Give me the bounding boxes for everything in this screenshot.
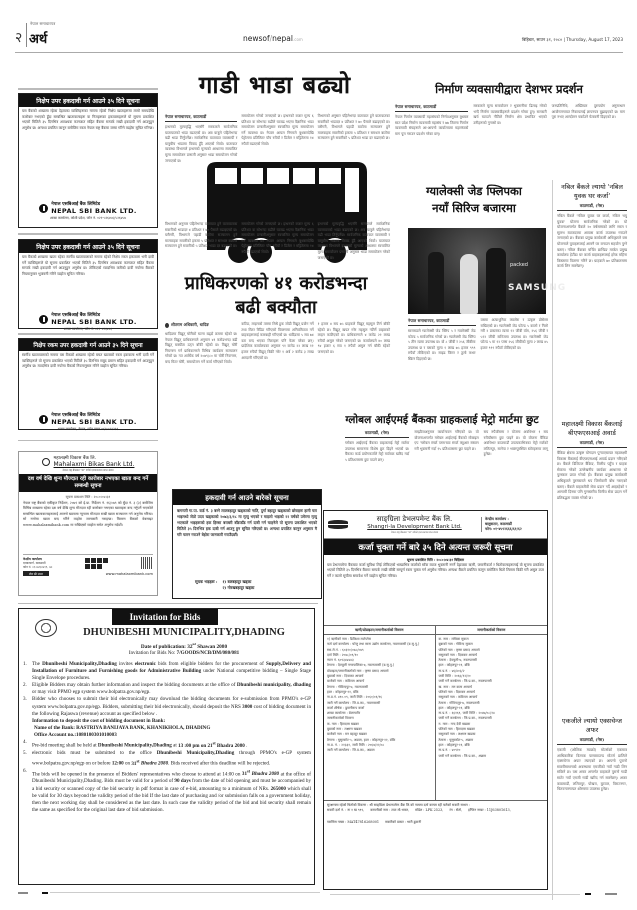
mahalaxmi-name-en: Mahalaxmi Bikas Bank Ltd. xyxy=(53,461,135,468)
article-text: समायोजन गरेको जनाएको छ। इन्धनको बजार मूल्य ६ प्रतिशत वा सोभन्दा बढीले घटबढ भएमा वैज्ञानिक भाडा समायोजन प्रणालीअनुसार स्वचालित मूल्य समायोजन गर्ने व्यवस्था छ। नेपाल आयल निगमले बुधबारदेखि पेट्रोलमा प्रतिलिटर पाँच रुपैयाँ र डिजेल र मट्टितेलमा १४ रुपैयाँ बढाएको थियो। xyxy=(241,114,314,146)
detail-line: जारी गर्ने कार्यालय : जि.प्र.का., नवलपरासी xyxy=(438,716,492,721)
site-logo xyxy=(243,34,303,43)
detail-line: ठेगाना : गोविन्दपुर-७, नवलपरासी xyxy=(438,700,480,705)
detail-line: बुबाको नाम : गोविन्द सुवाल xyxy=(438,642,473,647)
bank-name-en: NEPAL SBI BANK LTD. xyxy=(51,418,137,426)
detail-line: बुबाको नाम : दिवाकर आचार्य xyxy=(327,674,364,679)
section-title: अर्थ xyxy=(29,32,48,47)
shangrila-logo-icon xyxy=(328,518,348,532)
headline-line-2: नयाँ सिरिज बजारमा xyxy=(432,201,516,215)
bank-name: Name of the Bank: RASTRIYA BANIJAYA BANK, KHANIKHOLA, DHADING xyxy=(34,724,211,731)
shangrila-body: यस डेभलपमेन्ट बैंकबाट कर्जा सुविधा लिई तोकिएको भाखाभित्र कर्जाको साँवा ब्याज भुक्तानी नगर्ने देहायका ऋणी, जमानीकर्ता र धितोवालाहरूलाई यो सूचना प्रकाशित भएको मितिले ३५ दिनभित्र बैंकमा सम्पर्क राखी बाँकी सम्पूर्ण रकम चुक्ता गर्न अनुरोध गरिन्छ। अन्यथा बैंकले प्रचलित कानुन बमोजिम धितो लिलाम बिक्री गरी असुल उपर गर्ने र कालो सूचीमा समावेश गर्ने व्यहोरा सूचित गरिन्छ। xyxy=(327,563,544,578)
tender-item-text: The Dhunibeshi Municipality,Dhading invites electronic bids from eligible bidders for the procurement of Supply,Delivery and Installation of Furniture and Furnishing goods for Administrative Building under National competitive bidding – Single Stage Single Envelope procedures. xyxy=(32,661,311,682)
article-text: एकजी (ओलिक म्याक्रो) मोटर्सको एकमात्र आधिकारिक वितरक पासाबाउन्ड मोटर्स प्रालिले एक्सचेन्ज अफर ल्याएको छ। आफ्नो पुरानो सवारीसाधनको अवस्थामा एमजीको नयाँ गाडी लिन सकिने छ। यस अफर अन्तर्गत ग्राहकले पुरानो गाडी साटेर नयाँ एमजी गाडी खरिद गर्न सक्नेछन्। अफर काठमाडौं, ललितपुर, पोखरा, बुटवल, विराटनगर, चितवनलगायत शोरुममा उपलब्ध हुनेछ। xyxy=(557,748,627,792)
detail-line: शाखा कार्यालय : बेलायतीर xyxy=(327,711,361,716)
detail-line: जारी गर्ने कार्यालय : जि.प्र.का., नवलपरासी xyxy=(327,700,381,705)
article-text: इन्धनको मूल्यवृद्धि भएसँगै सरकारले सार्वजनिक यातायातको भाडा बढाएको छ। अब यात्रुले पहिलेभन्दा बढी भाडा तिर्नुपर्नेछ। सार्वजनिक यातायात व्यवसायी र यात्रुबीच भाडामा विवाद हुँदै आएको थियो। यातायात व्यवस्था विभागले इन्धनको मूल्यको आधारमा स्वचालित मूल्य समायोजन प्रणाली अनुसार भाडा समायोजन गरेको जनाएको छ। xyxy=(317,222,390,260)
article-galaxy xyxy=(408,318,548,408)
mahalaxmi-footer xyxy=(23,554,153,569)
shangrila-date: सूचना प्रकाशित मिति : २०८०।०४।३१ बिहिबार xyxy=(407,557,464,562)
article-construction xyxy=(395,104,625,160)
article-text: विभागको अनुसार पहिलेभन्दा यातायात हुने यातायातका सवारीको भाडादर ४ प्रतिशत र ७० पैसाले बढाइएको छ। यसैगरी, विभागले पहाडी बाटोमा सञ्चालन हुने मालवाहक सवारीको हकमा ५ प्रतिशत र समथल बाटोमा सञ्चालन हुने सवारीको ५ प्रतिशत भाडा दर बढाएको छ। xyxy=(317,114,390,141)
detail-line: ख. नाम : मन कला आचार्य xyxy=(438,684,472,689)
office-address: दरबारमार्ग, काठमाडौं xyxy=(23,561,46,565)
tender-item-number: 5. xyxy=(23,749,27,756)
detail-line: फर्म दर्ता कार्यालय : घरेलु तथा साना उद्योग कार्यालय, नवलपरासी (ब.सु.पू.) xyxy=(327,642,420,647)
mahalaxmi-bottom-bar xyxy=(23,571,153,576)
bank-name-np: नेपाल एसबिआई बैंक लिमिटेड xyxy=(51,313,101,318)
page-end-marker xyxy=(18,892,28,894)
notice-title: निक्षेप उपर हकदावी गर्न आउने ३५ दिने सूचना xyxy=(19,94,157,107)
tender-item xyxy=(23,661,311,682)
byline-text: शीतराम अधिकारी, धादिङ xyxy=(171,322,209,327)
detail-line: क. नाम : हिरादास खडका xyxy=(327,721,359,726)
page-end-marker xyxy=(605,893,617,895)
sbi-notice-3 xyxy=(18,338,158,430)
tender-item-number: 3. xyxy=(23,696,27,703)
article-text: नेपाल निर्माण व्यवसायी महासंघको निर्णयअनुसार बुधबार सात प्रदेश निर्माण व्यवसायी महासंघ र ७७ जिल्ला निर्माण व्यवसायी संघहरूले आ-आफ्नो कार्यालयमा महासंघको माग पूरा गराउन प्रदर्शन गरेका छन्। xyxy=(395,115,469,136)
byline xyxy=(165,322,237,329)
detail-line: पतिको नाम : हिरादास खडका xyxy=(438,727,475,732)
section-rule xyxy=(18,603,318,604)
ifb-number: 7/GOODS/NCB/DM/080/081 xyxy=(176,650,240,656)
detail-line: ठेगाना : घुसुरकोट-५, अछाम, हाल : कोहलपुर-११, बाँके xyxy=(327,737,396,742)
site-logo-left: newsof xyxy=(243,34,270,43)
mahalaxmi-tagline: नेपाल राष्ट्र बैंकबाट "ख" वर्गको इजाजतपत्र प्राप्त संस्था xyxy=(62,469,114,472)
mahalaxmi-header xyxy=(19,452,157,468)
left-details xyxy=(324,635,435,756)
detail-line: ना.प्र.नं. : ६६१६९, जारी मिति : २०४७/०८/१४ xyxy=(438,711,495,716)
tender-publication-date xyxy=(59,642,309,650)
tender-notice xyxy=(18,608,315,885)
qr-code-icon xyxy=(141,557,153,569)
byline: नेपाल समाचारपत्र, काठमाडौं xyxy=(165,114,237,122)
bank-name-en: NEPAL SBI BANK LTD. xyxy=(51,318,137,326)
section-rule xyxy=(18,233,158,235)
tiktok-icon[interactable] xyxy=(85,564,90,569)
detail-line: ना.प्र.नं. : ४६/४०३/२ xyxy=(438,668,465,673)
vehicle-company: कम्पनीको नाम : टाटा मो.भारत, xyxy=(370,808,410,813)
byline: काठमाडौं, (नेस) xyxy=(557,737,627,745)
headline-line-2: बढी बक्यौता xyxy=(235,297,317,318)
detail-line: ससुराको नाम : कविराम आचार्य xyxy=(438,695,478,700)
bank-name-en: NEPAL SBI BANK LTD. xyxy=(51,207,137,215)
article-text: ग्लोबल आईएमई बैंकका ग्राहकलाई मेट्रो मार्टमा उपलब्ध सामानमा विशेष छुट दिइने भएको छ। बैंकका कार्ड प्रयोगकर्ताले मेट्रो मार्टबाट खरिद गर्दा ५ प्रतिशतसम्म छुट पाउने छन्। xyxy=(345,441,410,462)
tender-item-text: Pre-bid meeting shall be held at Dhunibeshi Municipality,Dhading at 13 :00 pm on 21st Bhadra 2080 . xyxy=(32,740,248,749)
detail-line: जारी गर्ने कार्यालय : जि.प्र.का., अछाम xyxy=(438,753,487,758)
article-text: नबिल बैंकले 'नबिल युवक घर कर्जा, नबिल भयु युवक' योजना सार्वजनिक गरेको छ। यो योजनाअन्तर्गत बैंकले २० वर्षसम्मको लागि सरल र सुलभ ब्याजदरमा आवास कर्जा उपलब्ध गराउने जनाएको छ। बैंकका प्रमुख कार्यकारी अधिकृतले यस योजनाले युवाहरूलाई आफ्नै घर बनाउन सहयोग पुग्ने बताए। नबिल बैंकका चर्चित ब्रान्डिङ मार्फत प्रमुख कार्यालय हेटौंडा घर कर्जा ग्राहकहरूलाई हरेक महिना किस्तामा वितरण गरिने छ। ग्राहकले ७० प्रतिशतसम्म कर्जा लिन सक्नेछन्। xyxy=(557,214,627,269)
date-separator: | xyxy=(563,37,565,42)
detail-line: ठेगाना : देवचुली नगरपालिका-७, नवलपरासी (ब.सु.पू.) xyxy=(327,663,395,668)
article-text: इन्धनको मूल्यवृद्धि भएसँगै सरकारले सार्वजनिक यातायातको भाडा बढाएको छ। अब यात्रुले पहिलेभन्दा बढी भाडा तिर्नुपर्नेछ। सार्वजनिक यातायात व्यवसायी र यात्रुबीच भाडामा विवाद हुँदै आएको थियो। यातायात व्यवस्था विभागले इन्धनको मूल्यको आधारमा स्वचालित मूल्य समायोजन प्रणाली अनुसार भाडा समायोजन गरेको जनाएको छ। xyxy=(165,125,238,163)
page-end-rule xyxy=(330,894,580,895)
engine-number: इन्जिन नम्बर : 11J63801613, xyxy=(468,808,511,813)
page-number: २ xyxy=(15,30,23,46)
pub-date-label: Date of publication: 32 xyxy=(140,643,193,650)
article-text: सम्झौताअनुसार कार्यान्वयन गरिएको छ। यो योजनाअन्तर्गत ग्लोबल आईएमई बैंकको मोबाइल एप 'ग्लोबल स्मार्ट प्लस'बाट स्मार्ट क्यूआर स्क्यान गरी भुक्तानी गर्दा १५ प्रतिशतसम्म छुट पाइने छ। xyxy=(414,430,479,451)
galaxy-photo xyxy=(408,228,567,314)
sbi-logo xyxy=(19,201,157,215)
article-text: १ हजार ४ सय ७५ ग्राहकले विद्युत् महसुल तिर्न बाँकी रहेको छ। विद्युत् खपत गरेर महसुल नतिर्ने ग्राहकको लाइन काटिएको छ। प्राधिकरणले ४ करोड २१ लाख रुपैयाँ असुल गरेको जनाएको छ। कार्यालयले ४० लाख ९४ हजार ६ सय १ रुपैयाँ असुल गर्न बाँकी रहेको जनाएको छ। xyxy=(317,322,390,354)
mahalaxmi-logo-icon xyxy=(42,458,50,466)
collateral-details xyxy=(324,801,547,827)
detail-line: जारी गर्ने कार्यालय : जि.प्र.का., अछाम xyxy=(327,748,375,753)
person-silhouette xyxy=(486,248,506,314)
signer-2: २) गोरखबहादुर खड्का xyxy=(222,585,255,590)
office-phone: फोन नं. ०१-४२६८७१९, ७० xyxy=(23,565,53,569)
detail-line: क. नाम : राधिका सुवाल xyxy=(438,637,469,641)
page-end-rule xyxy=(50,892,320,893)
viber-icon[interactable] xyxy=(97,564,102,569)
shangrila-tagline: नेपाल राष्ट्र बैंकबाट "ख" वर्गको इजाजतपत्र प्राप्त संस्था xyxy=(390,531,439,534)
byline: काठमाडौं, (नेस) xyxy=(557,203,627,211)
detail-line: हाल : कोहलपुर-११, बाँके xyxy=(327,689,359,694)
right-details xyxy=(436,635,548,761)
notice-body: यस बैंकको शाखामा खाता रहेका स्वर्गीय खातावालाको नाममा रहेको निक्षेप रकम हकवाला भनी दावी गर्ने व्यक्तिहरूले यो सूचना प्रकाशित भएको मितिले ३५ दिनभित्र आवश्यक कागजात सहित बैंकमा सम्पर्क राखी हकदावी गर्न आउनुहुन अनुरोध छ। तोकिएको म्यादभित्र कसैको दावी नपरेमा बैंकको नियमानुसार भुक्तानी गरिने व्यहोरा सूचित गरिन्छ। xyxy=(22,255,154,276)
reporter-icon xyxy=(165,323,169,328)
sidebar-divider xyxy=(552,180,553,900)
headline-line-1: ग्यालेक्सी जेड फ्लिपका xyxy=(426,184,522,198)
detail-line: प्यान नं. ६०९३४४४४३ xyxy=(327,658,354,663)
detail-line: बुबाको नाम : लक्ष्मण खडका xyxy=(327,727,362,732)
tender-item-text: Eligible Bidders may obtain further information and inspect the bidding documents at the office of Dhunibeshi municipality, dhading or may visit PPMO egp system www.bolpatra.gov.np/egp. xyxy=(32,682,311,696)
tender-item-number: 6. xyxy=(23,767,27,774)
section-rule xyxy=(18,88,158,90)
notice-signers xyxy=(173,579,321,591)
chassis-number: च्यासिस नम्बर : MAT47816268001 xyxy=(327,819,380,824)
sbi-logo-icon xyxy=(39,315,48,324)
detail-line: ना.प्र.नं. : ४०९१० xyxy=(438,748,461,753)
ifb-label: Invitation for Bids No: xyxy=(128,650,177,656)
deposit-heading: Information to deposit the cost of bidding document in Bank: xyxy=(32,717,166,724)
masthead xyxy=(15,17,623,53)
page-end-marker xyxy=(42,892,48,894)
date-nepali: बिहिबार, साउन ३१, २०८० xyxy=(521,37,564,42)
headline-fare: गाडी भाडा बढ्यो xyxy=(198,70,352,99)
office-label: केन्द्रीय कार्यालय xyxy=(23,557,42,561)
notice-body: यस बैंकको शाखामा रहेका देहायका व्यक्तिहरूका नाममा रहेको निक्षेप खाताहरूमा लामो समयदेखि कारोबार नभएको हुँदा सम्बन्धित खातावालाहरू वा निजहरूका हकवालाहरूले यो सूचना प्रकाशित भएको मितिले ३५ दिनभित्र आवश्यक कागजात सहित बैंकमा सम्पर्क राखी हकदावी गर्न आउनुहुन अनुरोध छ। अन्यथा प्रचलित कानून बमोजिम रकम नेपाल राष्ट्र बैंकमा जम्मा गरिने व्यहोरा सूचित गरिन्छ। xyxy=(22,109,154,130)
tender-item-number: 1. xyxy=(23,661,27,667)
table-header-left: ऋणी/प्रोप्राइटर/जमानीकर्ताको विवरण xyxy=(324,626,435,635)
person-silhouette xyxy=(460,254,478,314)
byline: काठमाडौं, (नेस) xyxy=(557,440,627,448)
vehicle-number: सवारी दर्ता नं. : ना १ ख ९९९, xyxy=(327,808,365,813)
mahalaxmi-notice xyxy=(18,451,158,596)
byline: काठमाडौं, (नेस) xyxy=(345,430,409,438)
detail-line: ग. नाम : नन्द देवी खडका xyxy=(438,721,471,726)
sbi-logo xyxy=(19,412,157,426)
article-authority xyxy=(165,322,390,447)
office-address: बालुवाटार, काठमाडौं xyxy=(485,522,512,526)
issue-date xyxy=(522,37,623,43)
signers-label: सूचक भाइहरू : xyxy=(195,579,218,584)
detail-line: हाल : कोहलपुर-११, बाँके xyxy=(438,705,470,710)
detail-line: ठेगाना : गोविन्दपुर-७, नवलपरासी xyxy=(327,684,369,689)
article-fare-continued xyxy=(165,222,390,262)
detail-line: जारी गर्ने कार्यालय : जि.प्र.का., नवलपरासी xyxy=(438,679,492,684)
tender-item-text: The bids will be opened in the presence of Bidders' representatives who choose to attend at 14:00 on 31st Bhadra 2080 at the office of Dhunibeshi Municipality,Dhading. Bids must be valid for a period of 90 days from the date of bid opening and must be accompanied by a bid security or scanned copy of the bid security in pdf format in case of e-bid, amounting to a minimum of NRs. 265000 which shall be valid for 30 days beyond the validity period of the bid If the last date of purchasing and /or submission falls on a government holiday, then the next working day shall be considered as the last date. In such case the validity period of the bid and bid security shall remain the same as specified for the original last date of bid submission. xyxy=(32,768,311,813)
byline: नेपाल समाचारपत्र, काठमाडौं xyxy=(408,318,476,326)
section-rule xyxy=(18,333,158,335)
tender-organization: DHUNIBESHI MUNICIPALITY,DHADING xyxy=(83,627,285,638)
mahalaxmi-date: सूचना प्रकाशन मिति : २०८०।०४।३१ xyxy=(65,495,111,499)
detail-line: हाल : कोहलपुर-११, बाँके xyxy=(438,742,470,747)
article-global-ime xyxy=(345,430,548,495)
bank-name-np: नेपाल एसबिआई बैंक लिमिटेड xyxy=(51,413,101,418)
article-text: समायोजन गरेको जनाएको छ। इन्धनको बजार मूल्य ६ प्रतिशत वा सोभन्दा बढीले घटबढ भएमा वैज्ञानिक भाडा समायोजन प्रणालीअनुसार स्वचालित मूल्य समायोजन गर्ने व्यवस्था छ। नेपाल आयल निगमले बुधबारदेखि पेट्रोलमा प्रतिलिटर पाँच रुपैयाँ र डिजेल र मट्टितेलमा १४ रुपैयाँ बढाएको थियो। xyxy=(241,222,314,254)
detail-line: हाल : कोहलपुर-११, बाँके xyxy=(438,663,470,668)
detail-line: ना.प्र. नं. : २१३३१, जारी मिति : २०६७/११/०८ xyxy=(327,742,385,747)
article-mahalaxmi-award xyxy=(557,420,627,631)
site-logo-tld: .com xyxy=(292,37,303,42)
shangrila-name-en: Shangri-la Development Bank Ltd. xyxy=(367,524,462,530)
article-text: सामसङले ग्यालेक्सी जेड फ्लिप ५ र ग्यालेक्सी जेड फोल्ड ५ सार्वजनिक गरेको छ। ग्यालेक्सी जेड फ्लिप ५ तीन रङमा उपलब्ध छ। यो ८ जीबी र २५६ जीबीमा उपलब्ध छ र यसको मूल्य १ लाख ७५ हजार ९९९ रुपैयाँ तोकिएको छ। साइड फिंगर र ठूलो कभर स्क्रिन दिइएको छ। xyxy=(408,329,476,361)
bank-name-np: नेपाल एसबिआई बैंक लिमिटेड xyxy=(51,202,101,207)
article-text: सय रुपैयाँसम्म र योजना अवधिभर १ सय रुपैयाँसम्म छुट पाइने छ। यो योजना बैंकिङ अवधिभर काठमाडौं उपत्यकाभित्रका मेट्रो मार्टको ललितपुर, सानेपा र भक्तपुरस्थित स्टोरहरूमा लागू हुनेछ। xyxy=(483,430,548,457)
detail-line: कर्जा शीर्षक : ढुवानीरूप कर्जा xyxy=(327,705,365,710)
site-logo-right: nepal xyxy=(272,34,293,43)
detail-line: दर्ता मिति : २०७८/०९/१० xyxy=(327,652,359,657)
article-text: विभागको अनुसार पहिलेभन्दा यातायात हुने यातायातका सवारीको भाडादर ४ प्रतिशत र ७० पैसाले बढाइएको छ। यसैगरी, विभागले पहाडी बाटोमा सञ्चालन हुने मालवाहक सवारीको हकमा ५ प्रतिशत र समथल बाटोमा सञ्चालन हुने सवारीको ५ प्रतिशत भाडा दर बढाएको छ। xyxy=(165,222,238,249)
photo-brand: SAMSUNG xyxy=(508,283,567,293)
byline: नेपाल समाचारपत्र, काठमाडौं xyxy=(395,104,468,112)
detail-line: ठेगाना : घुसुरकोट-५, अछाम xyxy=(438,737,474,742)
linkedin-icon[interactable] xyxy=(103,558,108,563)
date-english: Thursday, August 17, 2023 xyxy=(566,37,623,42)
shangrila-name-np: साङ्ग्रिला डेभलपमेन्ट बैंक लि. xyxy=(376,515,453,523)
borrower-table xyxy=(324,625,547,801)
article-nabil xyxy=(557,183,627,424)
notice-title: निक्षेप उपर हकदावी गर्न आउने ३५ दिने सूचना xyxy=(19,240,157,253)
social-icons xyxy=(85,558,108,569)
table-header-right: जमानीकर्ताको विवरण xyxy=(436,626,548,635)
detail-line: पतिको नाम : दिवाकर आचार्य xyxy=(438,689,475,694)
tender-item xyxy=(23,739,311,750)
mahalaxmi-name-np: महालक्ष्मी विकास बैंक लि. xyxy=(53,456,96,461)
article-fare xyxy=(165,114,390,163)
tender-items xyxy=(23,661,311,814)
vehicle-color: रंग : सेतो, xyxy=(449,808,463,813)
tender-item-text: electronic bids must be submitted to the office Dhunibeshi Municipality,Dhading through PPMO's e-GP system www.bolpatra.gov.np/egp on or before 12:00 on 31st Bhadra 2080. Bids received after this deadline will be rejected. xyxy=(32,749,311,767)
detail-line: ससुराको नाम : लक्ष्मण खडका xyxy=(438,732,476,737)
account-number: Office Account no.:1080100301010003 xyxy=(34,731,117,738)
bank-address: शाखा कार्यालय, फोन नं. ०२१-५२६४५६ xyxy=(63,327,113,331)
tender-item xyxy=(23,750,311,768)
headline-mahalaxmi-award: महालक्ष्मी विकास बैंकलाई बीएफएसआई अवार्ड xyxy=(561,420,623,437)
tender-item xyxy=(23,696,311,717)
page-end-marker xyxy=(585,893,591,895)
deposit-info xyxy=(23,718,311,739)
signer-1: १) बलबहादुर खड्का xyxy=(222,579,252,584)
sbi-notice-1 xyxy=(18,93,158,228)
toll-free-label: टोल फ्री नम्बर xyxy=(23,571,49,576)
person-silhouette xyxy=(428,252,444,312)
headline-galaxy xyxy=(400,183,548,217)
sbi-notice-2 xyxy=(18,239,158,329)
article-text: बैंकिङ क्षेत्रमा उत्कृष्ट योगदान पुर्‍याएबापत महालक्ष्मी विकास बैंकलाई बीएफएसआई अवार्ड प्रदान गरिएको छ। बैंकले डिजिटल बैंकिङ, वित्तीय पहुँच र ग्राहक सेवामा गरेको उल्लेखनीय कार्यका आधारमा यो पुरस्कार प्राप्त गरेको हो। बैंकका प्रमुख कार्यकारी अधिकृतले पुरस्कारले थप जिम्मेवारी बोध गराएको बताए। बैंकले ग्राहकमैत्री सेवा प्रदान गर्दै आइरहेको र आगामी दिनमा पनि गुणस्तरीय वित्तीय सेवा प्रदान गर्ने प्रतिबद्धता व्यक्त गरेको छ। xyxy=(557,451,627,500)
facebook-icon[interactable] xyxy=(85,558,90,563)
mahalaxmi-title: दश वर्ष देखि शुन्य मौज्दात रही कारोबार नभएका खाता बन्द गर्ने सम्बन्धी सूचना xyxy=(19,474,157,492)
collateral-text: सुरक्षणमा रहेको धितोको विवरण : श्री साङ्ग्रिला डेभलपमेन्ट बैंक लि.को नाममा दर्ता कायम रही चलेको सवारी साधन : xyxy=(327,803,470,807)
section-subtitle: नेपाल समाचारपत्र xyxy=(30,21,56,26)
tender-item-number: 2. xyxy=(23,682,27,689)
article-text: सरकारले मूल्य समायोजन र भुक्तानीमा ढिलाइ गरेको भन्दै निर्माण व्यवसायीहरूले प्रदर्शन गरेका हुन्। सरकारी खर्च घटाउने नीतिले निर्माण क्षेत्र प्रभावित भएको उनीहरूको गुनासो छ। xyxy=(473,104,547,125)
detail-line: स्था.ले.नं. : ६०३१०/०७८/०७९ xyxy=(327,647,364,652)
pub-date-sup: nd xyxy=(192,642,196,646)
bank-address: शाखा कार्यालय, कोशी प्रदेश, फोन नं. ०२१-५२६४५६/५२६४५७ xyxy=(50,216,126,220)
shangrila-notice xyxy=(323,510,548,890)
instagram-icon[interactable] xyxy=(91,558,96,563)
headline-nabil: नबिल बैंकले ल्यायो 'नबिल युवक घर कर्जा' xyxy=(561,183,623,200)
section-rule xyxy=(18,440,158,441)
detail-line: जमानीकर्ताको विवरण xyxy=(327,716,354,721)
headline-ekaj: एकजीले ल्यायो एक्सचेन्ज अफर xyxy=(562,717,622,734)
tender-banner: Invitation for Bids xyxy=(112,609,218,625)
photo-badge: packed xyxy=(510,262,528,268)
shangrila-header xyxy=(324,511,547,539)
tender-ifb xyxy=(59,650,309,656)
article-ekaj xyxy=(557,717,627,878)
mahalaxmi-website[interactable]: www.mahalaxmibank.com xyxy=(105,571,153,576)
sbi-logo-icon xyxy=(39,415,48,424)
article-text: कटिङ, लाइनको तारमा सिधै हुक जोडी विद्युत् प्रयोग गर्ने तथा मिटर रिडिङ गरिएको विवरणमा अनियमितता गर्ने ग्राहकहरूलाई कारबाही गरिएको छ। धादिङमा ५ सय ७४ वटा बन्द भएका मिटरहरू पनि फेला परेका छन्। प्रादेशिक कार्यालयका अनुसार ९१ करोड २२ लाख ११ हजार रुपैयाँ विद्युत् बिक्री गरेर १ अर्ब २ करोड ३ लाख आम्दानी गरिएको छ। xyxy=(241,322,314,360)
emblem-icon xyxy=(35,619,57,637)
tender-item-number: 4. xyxy=(23,739,27,746)
article-text: धादिङमा विद्युत् चोरीको घटना बढ्दो क्रममा रहेको छ। नेपाल विद्युत् प्राधिकरणले अनुमान ४१ करोडभन्दा बढी विद्युत् बक्यौता उठ्न बाँकी रहेको छ। विद्युत् चोरी नियन्त्रण गर्न प्राधिकरणले विभिन्न कार्यक्रम सञ्चालन गरेको छ। गत आर्थिक वर्ष २०७९/८० मा चोरी नियन्त्रण, बन्द मिटर चोरी, समायोजन गर्ने कार्य गरिएको थियो। xyxy=(165,332,238,364)
detail-line: जारी मिति : २०६६/१२/१० xyxy=(438,674,471,679)
masthead-divider xyxy=(26,23,27,47)
headline-global-ime: ग्लोबल आईएमई बैंकका ग्राहकलाई मेट्रो मार्टमा छुट xyxy=(345,414,539,426)
headline-construction: निर्माण व्यवसायीद्वारा देशभर प्रदर्शन xyxy=(435,82,583,96)
detail-line: ठेगाना : देवचुली-७, नवलपरासी xyxy=(438,658,477,663)
notice-body: स्वर्गीय खातावालाको नाममा यस बैंकको शाखामा रहेको बचत खाताको रकम हकवाला भनी दावी गर्ने व्यक्तिहरूले यो सूचना प्रकाशित भएको मितिले ३५ दिनभित्र सबुद प्रमाण सहित हकदावी गर्न आउनुहुन अनुरोध छ। म्यादभित्र दावी नपरेमा बैंकको नियमानुसार गरिने व्यहोरा सूचित गरिन्छ। xyxy=(22,353,154,369)
detail-line: प्रोप्राइटर/जमानीकर्ताको नाम : कृष्ण प्रसाद आचार्य xyxy=(327,668,389,673)
site-logo-slash: / xyxy=(269,34,273,43)
headline-line-1: प्राधिकरणको ४१ करोडभन्दा xyxy=(184,273,368,294)
detail-line: पतिको नाम : कृष्ण प्रसाद आचार्य xyxy=(438,647,480,652)
article-text: जनप्रतिनिधि, अख्तियार दुरुपयोग अनुसन्धान आयोगलगायत निकायलाई ज्ञापनपत्र बुझाइएको छ। माग पूरा नभए आन्दोलन चर्काउने चेतावनी दिइएको छ। xyxy=(551,104,625,120)
tender-item xyxy=(23,768,311,814)
youtube-icon[interactable] xyxy=(91,564,96,569)
detail-line: ससुराको नाम : दिवाकर आचार्य xyxy=(438,652,477,657)
headline-authority xyxy=(162,272,390,320)
pub-date-end: Shawan 2080 xyxy=(195,643,228,650)
notice-title: निक्षेप रकम उपर हकदावी गर्न आउने ३५ दिने सूचना xyxy=(19,339,157,351)
office-phone: फोन: ०१-४५९२६६६/६१/६२ xyxy=(485,527,522,531)
sbi-logo-icon xyxy=(39,204,48,213)
mahalaxmi-body: नेपाल राष्ट्र बैंकको एकीकृत निर्देशन, २०७९ को ई.प्रा. निर्देशन नं. १६/०७९ को बुँदा नं. ३ (३) बमोजिम विभिन्न शाखामा रहेका दश वर्ष देखि शुन्य मौज्दात रही कारोबार नभएका खाताहरू बन्द गर्नुपर्ने भएकोले सम्बन्धित खातावालाहरूलाई आफ्नो खातामा न्यूनतम मौज्दात राखी खाता सञ्चालन गर्न अनुरोध गरिन्छ। सो नगरेमा खाता बन्द गरिने व्यहोरा जानकारी गराइन्छ। विवरण बैंकको वेबसाइट www.mahalaxmibank.com मा राखिएको व्यहोरा समेत अनुरोध गर्दछौं। xyxy=(23,501,153,527)
twitter-icon[interactable] xyxy=(97,558,102,563)
office-label: केन्द्रीय कार्यालय : xyxy=(485,517,509,521)
tender-item-text: Bidder who chooses to submit their bid electronically may download the bidding documents for e-submission from PPMO's e-GP system www.bolpatra.gov.np/egp. Bidders, submitting their bid electronically, should deposit the NRS 3000 cost of bidding document in the following Rajaswa (revenue) account as specified below . xyxy=(32,696,311,717)
shangrila-title: कर्जा चुक्ता गर्ने बारे ३५ दिने अत्यन्त जरूरी सूचना xyxy=(324,539,547,555)
notice-body: बागमती गा.पा. वार्ड नं. ३ बस्ने लालबहादुर खड्काको नाति, दुर्गा बहादुर खड्काको छोराहरू हामी चार भाइमध्ये जेठो उदय खड्काको २०७३/३/१८ मा मृत्यु भएको र माइलो भाइको २२ वर्षको उमेरमा मृत्यु भएकाले भाइहरूको हक हिस्सा बराबरी बाँडफाँड गर्न दाबी गर्न चाहनेले यो सूचना प्रकाशित भएको मितिले ३५ दिनभित्र हक दाबी गर्न आउनु हुन सूचित गरिएको छ। अन्यथा प्रचलित कानुन अनुसार मै गरि चलन गराउने बेहोरा जानकारी गराउँदछौं। xyxy=(177,508,317,537)
notice-title: हकदावी गर्न आउने बारेको सूचना xyxy=(173,490,321,505)
detail-line: बाजेको नाम : कविराम आचार्य xyxy=(327,679,365,684)
bank-address: शाखा कार्यालय, नेपाल, फोन नम्बर ०६१-५२१२११ xyxy=(57,427,119,431)
article-text: यसमा अत्याधुनिक क्यामेरा र उत्कृष्ट प्रोसेसर राखिएको छ। ग्यालेक्सी जेड फोल्ड ५ कालो र निलो गरी २ प्रकारका रङमा १२ जीबी र्याम, २५६ जीबी र ५१२ जीबी स्टोरेजमा उपलब्ध छ। ग्यालेक्सी जेड फोल्ड ५ मा १२ प्लस २५६ जीबीको मूल्य २ लाख ४५ हजार ९९९ रुपैयाँ तोकिएको छ। xyxy=(480,318,548,350)
detail-line: १) ऋणीको नाम : ढिकिशा मार्टप्लेस xyxy=(327,637,371,641)
detail-line: बाजेको नाम : मन बहादुर खडका xyxy=(327,732,367,737)
detail-line: ना.प्र.नं. ४९०.०९, जारी मिति : २०६०/०१/१६ xyxy=(327,695,383,700)
vehicle-type: सवारीको प्रकार : भारी ढुवानी xyxy=(385,819,422,824)
claim-notice xyxy=(172,489,322,599)
tender-item xyxy=(23,682,311,696)
sbi-logo xyxy=(19,312,157,326)
vehicle-model: मोडेल : LPK 2523, xyxy=(415,808,444,813)
